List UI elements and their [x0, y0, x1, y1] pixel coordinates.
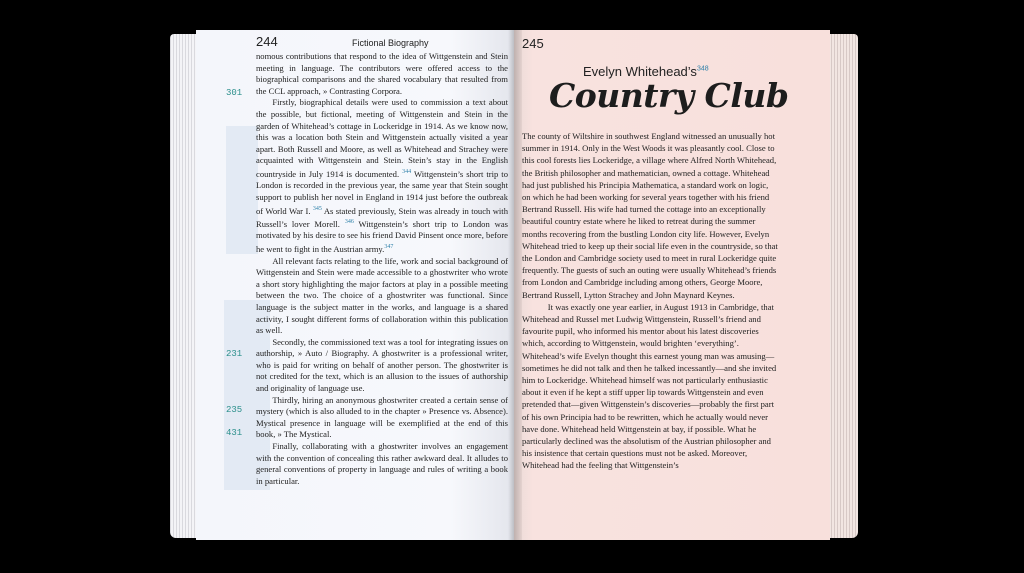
- paragraph: It was exactly one year earlier, in August 1913 in Cambridge, that Whitehead and Russel met Ludwig Wittgenstein, Russell’s friend and favourite pupil, who informed his mentor about his latest discoveries which, according to Wittgenstein, would brighten ‘everything’. Whitehead’s wife Evelyn thought this earnest young man was amusing—sometimes he did not talk and then he talked incessantly—and she invited him to Lockeridge. Whitehead himself was not particularly enthusiastic about it even if he kept a stiff upper lip towards Wittgenstein and even pretended that—given Wittgenstein’s discoveries—probably the first part of his own Principia had to be rewritten, which he actually would never have done. Whitehead held Wittgenstein at bay, if possible. What he particularly declined was the absolutism of the Austrian philosopher and his insistence that certain questions must not be asked. Moreover, Whitehead had the feeling that Wittgenstein’s: [522, 301, 777, 471]
- chapter-title-large: Country Club: [549, 76, 789, 115]
- book-gutter: [508, 30, 522, 540]
- margin-note: 235: [226, 405, 243, 415]
- running-head: Fictional Biography: [352, 38, 429, 48]
- footnote-ref: 345: [312, 205, 322, 212]
- left-page-body: [256, 51, 508, 487]
- page-edges-right: [826, 34, 858, 538]
- paragraph: All relevant facts relating to the life, work and social background of Wittgenstein and Stein were made accessible to a ghostwriter who wrote a short story highlighting the major factors at play in a possible meeting between the two. The choice of a ghostwriter was functional. Since language is the subject matter in the works, and language is a shared activity, I sought different forms of collaboration within this publication as well.: [256, 255, 508, 336]
- margin-note: 431: [226, 428, 243, 438]
- footnote-ref: 346: [344, 219, 354, 226]
- footnote-ref: 344: [402, 168, 412, 175]
- margin-note: 231: [226, 349, 243, 359]
- paragraph: Firstly, biographical details were used to commission a text about the possible, but fictional, meeting of Wittgenstein and Stein in the garden of Whitehead’s cottage in Lockeridge in 1914. As we know now, this was a location both Stein and Wittgenstein actually visited a year apart. Both Russell and Moore, as well as Whitehead and Strachey were acquainted with Wittgenstein and Stein. Stein’s stay in the English countryside in July 1914 is documented. $^{344}$ Wittgenstein’s short trip to London is recorded in the previous year, the same year that Stein sought support to publish her novel in England in 1914 just before the outbreak of World War I. $^{345}$ As stated previously, Stein was already in touch with Russell’s lover Morell. $^{346}$ Wittgenstein’s short trip to London was motivated by his desire to see his friend David Pinsent once more, before he went to fight in the Austrian army.$^{347}$: [256, 97, 508, 254]
- paragraph: The county of Wiltshire in southwest England witnessed an unusually hot summer in 1914. Only in the West Woods it was pleasantly cool. Close to this cool forests lies Lockeridge, a village where Alfred North Whitehead, the British philosopher and mathematician, owned a cottage. Whitehead had just published his Principia Mathematica, a standard work on logic, on which he had been working for several years together with his friend Bertrand Russell. His wife had turned the cottage into an exceptionally beautiful country estate where he liked to retreat during the summer months recovering from the bustling London city life. However, Evelyn Whitehead tried to keep up their social life even in the countryside, so that the London and Cambridge society used to meet in rural Lockeridge quite frequently. The guests of such an outing were usually Whitehead’s friends from London and Cambridge including among others, George Moore, Bertrand Russell, Lytton Strachey and John Maynard Keynes.: [522, 131, 778, 300]
- page-number-left: 244: [256, 34, 278, 49]
- footnote-ref: 348: [696, 65, 709, 73]
- chapter-title-small: Evelyn $Whitehead’s^{348}$: [583, 64, 709, 79]
- paragraph: Thirdly, hiring an anonymous ghostwriter created a certain sense of mystery (which is also alluded to in the chapter » Presence vs. Absence). Mystical presence in language will be exemplified at the end of this book, » The Mystical.: [256, 394, 508, 440]
- paragraph: nomous contributions that respond to the idea of Wittgenstein and Stein meeting in language. The contributors were offered access to the biographical comparisons and the shared vocabulary that resulted from the CCL approach, » Contrasting Corpora.: [256, 51, 508, 96]
- page-number-right: 245: [522, 36, 544, 51]
- bleed-through-image: [226, 126, 258, 254]
- margin-note: 301: [226, 88, 243, 98]
- paragraph: Finally, collaborating with a ghostwriter involves an engagement with the convention of concealing this rather awkward deal. It alludes to general conventions of property in language and rules of writing a book in particular.: [256, 441, 508, 486]
- paragraph: Secondly, the commissioned text was a tool for integrating issues on authorship, » Auto / Biography. A ghostwriter is a professional writer, who is paid for writing on behalf of another person. The ghostwriter is not credited for the text, which is an allusion to the issues of authorship and originality of language use.: [256, 336, 508, 394]
- footnote-ref: 347: [384, 244, 394, 251]
- right-page-body: [522, 130, 778, 472]
